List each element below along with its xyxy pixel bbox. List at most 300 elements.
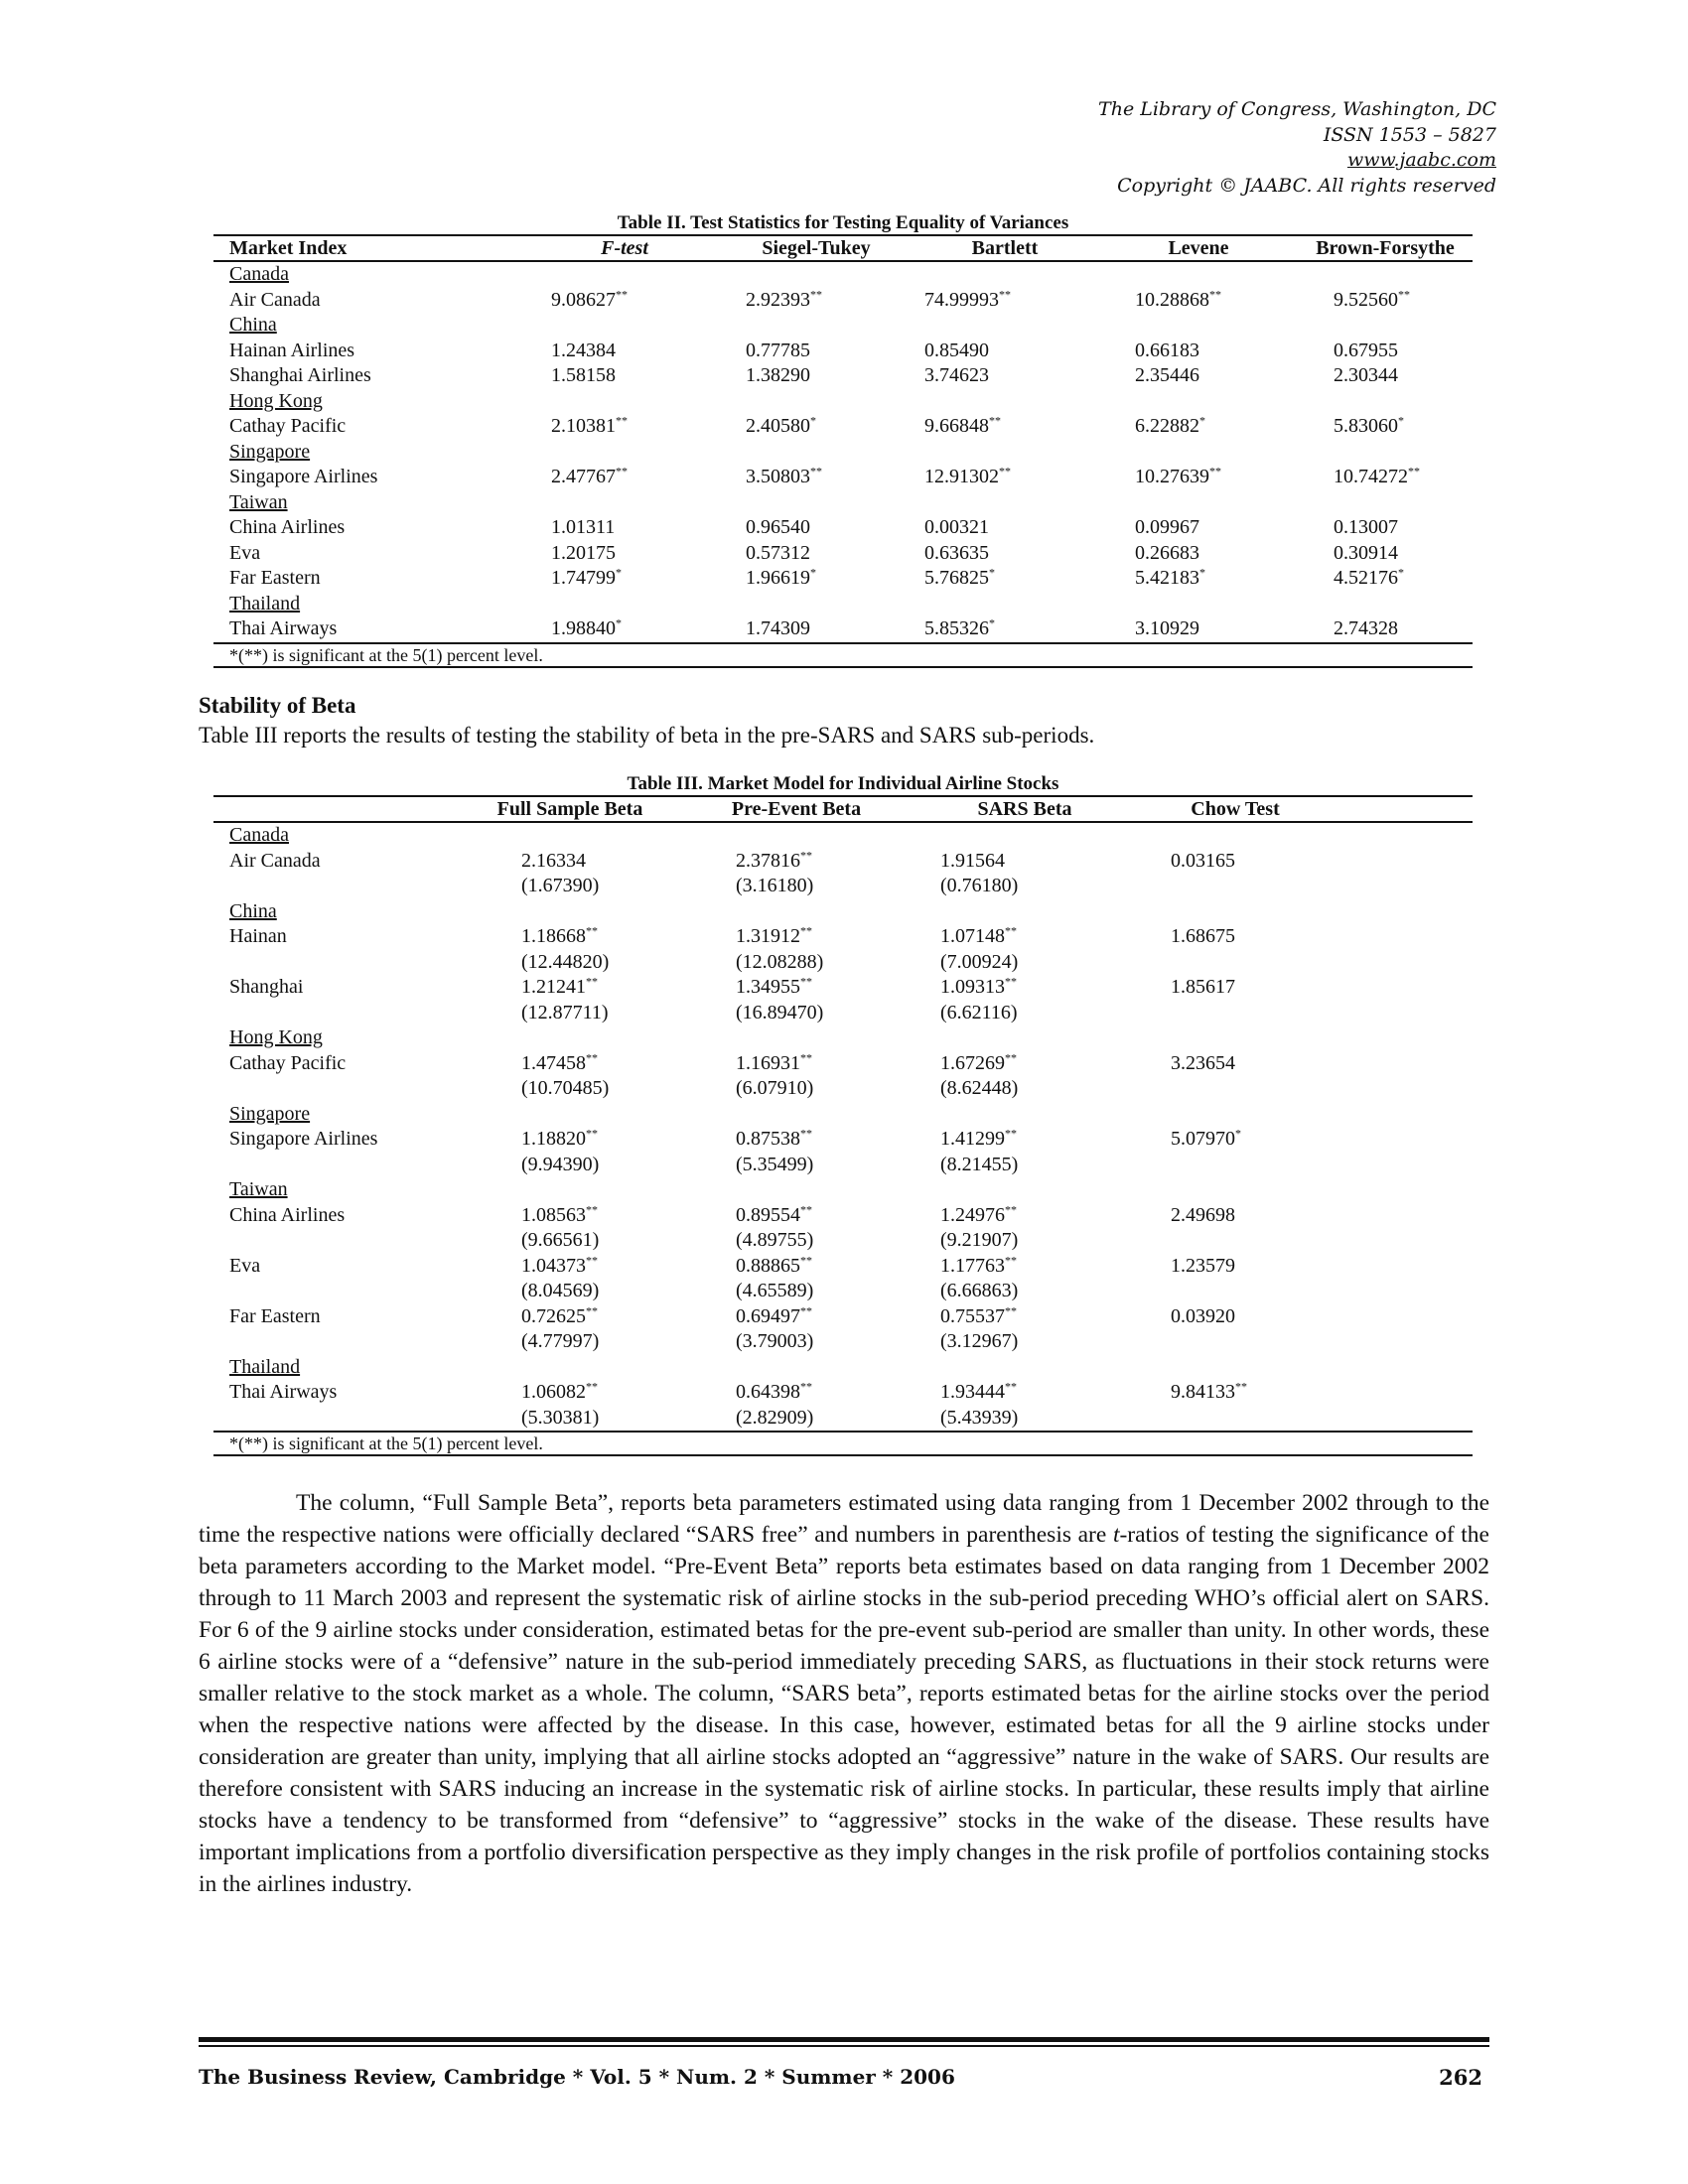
table-cell: 0.72625** <box>521 1302 598 1327</box>
group-label: Singapore <box>229 440 311 463</box>
table-cell: (6.07910) <box>736 1077 814 1099</box>
header-copyright: Copyright © JAABC. All rights reserved <box>1117 174 1496 197</box>
table-cell: 0.64398** <box>736 1379 812 1403</box>
table-cell: (6.62116) <box>940 1001 1018 1024</box>
table-cell <box>1339 849 1473 875</box>
table-cell <box>1339 899 1473 925</box>
table-cell <box>1339 1177 1473 1203</box>
table-cell: 0.75537** <box>940 1302 1017 1327</box>
table-cell: 5.07970* <box>1171 1126 1241 1150</box>
table-cell: 0.13007 <box>1334 516 1398 538</box>
table-cell: (8.04569) <box>521 1280 600 1301</box>
group-label: Singapore <box>229 1102 311 1125</box>
table-cell <box>911 592 1099 617</box>
table-cell: (9.21907) <box>940 1229 1019 1251</box>
table-cell: 6.22882* <box>1135 413 1205 437</box>
table-row <box>213 1329 1473 1355</box>
row-label: Far Eastern <box>229 567 321 589</box>
header-library: The Library of Congress, Washington, DC <box>1098 98 1496 120</box>
table-cell: 3.50803** <box>746 464 822 487</box>
row-label <box>213 1076 466 1102</box>
body-paragraph: The column, “Full Sample Beta”, reports beta parameters estimated using data ranging from 1 December 2002 through to the time the respective nations were officially declared “SARS free” and numbers in parenthesis are t-ratios of testing the significance of the beta parameters according to the Market model. “Pre-Event Beta” reports beta estimates based on data ranging from 1 December 2002 through to 11 March 2003 and represent the systematic risk of airline stocks in the sub-period preceding WHO’s official alert on SARS. For 6 of the 9 airline stocks under consideration, estimated betas for the pre-event sub-period are smaller than unity. In other words, these 6 airline stocks were of a “defensive” nature in the sub-period immediately preceding SARS, as fluctuations in their stock returns were smaller relative to the stock market as a whole. The column, “SARS beta”, reports estimated betas for the airline stocks over the period when the respective nations were affected by the disease. In this case, however, estimated betas for all the 9 airline stocks under consideration are greater than unity, implying that all airline stocks adopted an “aggressive” nature in the wake of SARS. Our results are therefore consistent with SARS inducing an increase in the systematic risk of airline stocks. In particular, these results imply that airline stocks have a tendency to be transformed from “defensive” to “aggressive” stocks in the wake of the disease. These results have important implications from a portfolio diversification perspective as they imply changes in the risk profile of portfolios containing stocks in the airlines industry. <box>199 1490 1489 1897</box>
row-label: China Airlines <box>229 1203 346 1226</box>
row-label: Cathay Pacific <box>229 1051 347 1074</box>
table-cell <box>1131 1228 1339 1254</box>
table-cell <box>1131 1279 1339 1304</box>
row-label: Hainan Airlines <box>229 339 355 361</box>
table-2 <box>213 212 1473 668</box>
table-cell <box>527 490 722 516</box>
table-cell: 1.74799* <box>551 565 622 589</box>
table-cell: 1.96619* <box>746 565 816 589</box>
table-cell: (3.12967) <box>940 1330 1019 1352</box>
table-cell: 0.09967 <box>1135 516 1199 538</box>
table-cell <box>466 1025 674 1051</box>
col-header <box>213 796 466 822</box>
col-header <box>1339 796 1473 822</box>
table-cell <box>1131 1153 1339 1178</box>
group-label: Taiwan <box>229 1178 288 1200</box>
table-cell: 0.88865** <box>736 1252 812 1277</box>
group-label: Canada <box>229 263 289 285</box>
section-intro: Table III reports the results of testing the stability of beta in the pre-SARS and SARS sub-periods. <box>199 723 1095 748</box>
table-row <box>213 1304 1473 1330</box>
table-cell <box>1099 440 1298 466</box>
group-label: Hong Kong <box>229 389 323 412</box>
table-cell: 2.40580* <box>746 413 816 437</box>
group-label: Canada <box>229 824 289 846</box>
row-label: Air Canada <box>229 849 321 872</box>
table-cell: 1.34955** <box>736 974 812 998</box>
table-cell <box>674 1025 918 1051</box>
table-cell <box>1339 1329 1473 1355</box>
table-row <box>213 1406 1473 1433</box>
row-label: Singapore Airlines <box>229 466 378 487</box>
row-label <box>213 874 466 899</box>
table-cell: 2.35446 <box>1135 364 1199 386</box>
table-row <box>213 1001 1473 1026</box>
table-note: *(**) is significant at the 5(1) percent level. <box>213 643 1473 667</box>
table-cell <box>466 899 674 925</box>
row-label <box>213 1228 466 1254</box>
group-label: Taiwan <box>229 490 288 513</box>
table-cell: 1.18820** <box>521 1126 598 1150</box>
group-row <box>213 592 1473 617</box>
table-cell <box>722 440 911 466</box>
table-cell: (8.21455) <box>940 1153 1019 1175</box>
table-2-caption: Table II. Test Statistics for Testing Equality of Variances <box>617 212 1069 233</box>
row-label: Thai Airways <box>229 617 338 639</box>
table-cell: 1.74309 <box>746 617 810 639</box>
table-cell: 9.08627** <box>551 286 628 311</box>
table-row <box>213 414 1473 440</box>
table-cell: 1.31912** <box>736 923 812 947</box>
table-cell <box>1099 389 1298 415</box>
table-cell <box>1131 899 1339 925</box>
table-cell <box>911 440 1099 466</box>
table-cell: 1.38290 <box>746 364 810 386</box>
row-label: Eva <box>229 541 261 564</box>
table-row <box>213 541 1473 567</box>
table-2-grid <box>213 234 1473 668</box>
table-cell: (12.08288) <box>736 950 824 973</box>
table-cell <box>1099 313 1298 339</box>
header-website-link[interactable]: www.jaabc.com <box>1346 149 1496 171</box>
table-cell: 1.16931** <box>736 1049 812 1074</box>
row-label: Thai Airways <box>229 1381 338 1403</box>
row-label: Singapore Airlines <box>229 1128 378 1150</box>
table-cell: (7.00924) <box>940 950 1019 973</box>
row-label <box>213 1406 466 1433</box>
header-issn: ISSN 1553 – 5827 <box>1323 123 1496 146</box>
table-cell: 1.01311 <box>551 516 616 538</box>
table-cell: (5.30381) <box>521 1406 600 1429</box>
group-row <box>213 1102 1473 1128</box>
table-cell: 2.10381** <box>551 413 628 437</box>
table-cell: 9.52560** <box>1334 286 1410 311</box>
table-cell <box>674 1355 918 1381</box>
table-cell: 0.96540 <box>746 516 810 538</box>
table-cell: (4.89755) <box>736 1229 814 1251</box>
table-cell: 1.23579 <box>1171 1254 1235 1277</box>
col-header: Chow Test <box>1131 796 1339 822</box>
table-row <box>213 1203 1473 1229</box>
table-cell: 1.68675 <box>1171 925 1235 947</box>
table-cell: 0.89554** <box>736 1201 812 1226</box>
table-cell: 0.63635 <box>924 541 989 564</box>
table-cell: (16.89470) <box>736 1001 824 1024</box>
table-cell: 0.03165 <box>1171 849 1235 872</box>
row-label <box>213 1329 466 1355</box>
table-cell <box>466 822 674 849</box>
table-cell: (9.94390) <box>521 1153 600 1175</box>
table-note-row <box>213 1432 1473 1455</box>
row-label: China Airlines <box>229 516 346 538</box>
table-cell: 2.47767** <box>551 464 628 487</box>
footer-rule <box>199 2045 1489 2047</box>
table-cell: (2.82909) <box>736 1406 814 1429</box>
page-number: 262 <box>1439 2065 1482 2090</box>
table-cell: (6.66863) <box>940 1280 1019 1301</box>
table-cell: 1.04373** <box>521 1252 598 1277</box>
table-cell: (8.62448) <box>940 1077 1019 1099</box>
table-row <box>213 924 1473 950</box>
table-row <box>213 1153 1473 1178</box>
table-cell <box>466 1355 674 1381</box>
table-cell: 10.74272** <box>1334 464 1420 487</box>
table-cell <box>527 592 722 617</box>
table-cell <box>918 1355 1131 1381</box>
table-cell <box>527 389 722 415</box>
table-cell: 0.66183 <box>1135 339 1199 361</box>
table-cell: 2.49698 <box>1171 1203 1235 1226</box>
table-cell: 2.74328 <box>1334 617 1398 639</box>
footer-journal: The Business Review, Cambridge * Vol. 5 * Num. 2 * Summer * 2006 <box>199 2065 955 2089</box>
table-cell <box>918 1025 1131 1051</box>
table-cell: 0.57312 <box>746 541 810 564</box>
table-cell <box>722 490 911 516</box>
table-cell: (3.79003) <box>736 1330 814 1352</box>
table-cell: 1.24976** <box>940 1201 1017 1226</box>
table-cell <box>1339 950 1473 976</box>
footer-rule <box>199 2037 1489 2042</box>
table-cell <box>1298 389 1473 415</box>
table-cell <box>466 1177 674 1203</box>
table-cell: 12.91302** <box>924 464 1011 487</box>
table-cell: (9.66561) <box>521 1229 600 1251</box>
table-cell <box>1339 1153 1473 1178</box>
col-header: Market Index <box>213 235 527 261</box>
table-cell <box>674 822 918 849</box>
table-cell: 1.08563** <box>521 1201 598 1226</box>
table-cell <box>674 1102 918 1128</box>
row-label: Cathay Pacific <box>229 415 347 437</box>
table-cell: 1.21241** <box>521 974 598 998</box>
row-label: Shanghai Airlines <box>229 364 371 386</box>
table-cell: 1.06082** <box>521 1379 598 1403</box>
table-cell: 3.10929 <box>1135 617 1199 639</box>
table-cell <box>918 899 1131 925</box>
table-cell: 0.30914 <box>1334 541 1398 564</box>
table-cell: 2.30344 <box>1334 364 1398 386</box>
table-cell: 10.27639** <box>1135 464 1221 487</box>
table-cell <box>1131 1001 1339 1026</box>
table-row <box>213 874 1473 899</box>
table-cell: 1.24384 <box>551 339 616 361</box>
table-cell <box>466 1102 674 1128</box>
table-cell <box>1131 1102 1339 1128</box>
table-cell <box>1339 1406 1473 1433</box>
section-heading: Stability of Beta <box>199 693 356 718</box>
table-cell: 5.85326* <box>924 615 995 639</box>
table-cell <box>1339 1001 1473 1026</box>
table-cell: 1.41299** <box>940 1126 1017 1150</box>
table-3-header-row <box>213 796 1473 822</box>
col-header: F-test <box>527 235 722 261</box>
group-label: Thailand <box>229 592 301 614</box>
table-cell <box>1099 592 1298 617</box>
table-cell: 1.47458** <box>521 1049 598 1074</box>
table-cell <box>527 313 722 339</box>
table-cell: 4.52176* <box>1334 565 1404 589</box>
table-cell <box>1339 1228 1473 1254</box>
table-cell: (4.65589) <box>736 1280 814 1301</box>
table-cell <box>1298 313 1473 339</box>
table-row <box>213 566 1473 592</box>
table-cell: (4.77997) <box>521 1330 600 1352</box>
table-cell <box>1339 1279 1473 1304</box>
table-cell: 0.87538** <box>736 1126 812 1150</box>
table-cell <box>1339 874 1473 899</box>
group-label: China <box>229 899 277 922</box>
col-header: Brown-Forsythe <box>1298 235 1473 261</box>
group-row <box>213 1355 1473 1381</box>
table-cell <box>1339 822 1473 849</box>
group-label: Hong Kong <box>229 1026 323 1048</box>
table-cell <box>674 899 918 925</box>
table-cell <box>1339 924 1473 950</box>
table-row <box>213 1254 1473 1280</box>
row-label <box>213 950 466 976</box>
table-cell <box>1099 261 1298 288</box>
table-row <box>213 1279 1473 1304</box>
table-row <box>213 288 1473 314</box>
table-cell: 1.91564 <box>940 849 1005 872</box>
table-cell <box>722 389 911 415</box>
table-cell <box>1131 1355 1339 1381</box>
table-cell: 1.58158 <box>551 364 616 386</box>
table-cell: (5.35499) <box>736 1153 814 1175</box>
table-cell: 5.42183* <box>1135 565 1205 589</box>
row-label <box>213 1153 466 1178</box>
table-cell <box>1339 1025 1473 1051</box>
table-cell <box>1339 1380 1473 1406</box>
table-cell <box>527 440 722 466</box>
table-cell: 5.76825* <box>924 565 995 589</box>
journal-header <box>1098 97 1496 199</box>
table-3-caption: Table III. Market Model for Individual Airline Stocks <box>627 773 1059 794</box>
row-label: Hainan <box>229 925 287 947</box>
row-label: Eva <box>229 1254 261 1277</box>
table-cell: (12.44820) <box>521 950 610 973</box>
table-3 <box>213 773 1473 1456</box>
table-cell: (5.43939) <box>940 1406 1019 1429</box>
table-3-grid <box>213 795 1473 1456</box>
group-row <box>213 313 1473 339</box>
table-cell: 1.98840* <box>551 615 622 639</box>
table-cell <box>1339 1304 1473 1330</box>
table-cell <box>722 261 911 288</box>
table-cell: 1.18668** <box>521 923 598 947</box>
table-cell: 2.16334 <box>521 849 586 872</box>
table-cell: (1.67390) <box>521 875 600 896</box>
table-cell: 0.69497** <box>736 1302 812 1327</box>
table-cell <box>1298 261 1473 288</box>
table-note-row <box>213 643 1473 667</box>
table-row <box>213 1127 1473 1153</box>
table-cell: 2.37816** <box>736 847 812 872</box>
row-label: Far Eastern <box>229 1304 321 1327</box>
table-cell <box>1339 1127 1473 1153</box>
table-cell <box>1131 1177 1339 1203</box>
group-row <box>213 899 1473 925</box>
table-cell: 1.07148** <box>940 923 1017 947</box>
table-cell: (3.16180) <box>736 875 814 896</box>
table-2-header-row <box>213 235 1473 261</box>
table-cell <box>1131 950 1339 976</box>
table-cell: 5.83060* <box>1334 413 1404 437</box>
table-cell <box>1298 592 1473 617</box>
table-cell: 2.92393** <box>746 286 822 311</box>
table-2-body <box>213 261 1473 667</box>
table-cell <box>1339 1102 1473 1128</box>
table-cell <box>722 313 911 339</box>
table-3-body <box>213 822 1473 1455</box>
table-cell <box>911 313 1099 339</box>
table-cell <box>1339 1076 1473 1102</box>
table-row <box>213 1076 1473 1102</box>
table-row <box>213 339 1473 364</box>
group-row <box>213 440 1473 466</box>
table-cell <box>918 1102 1131 1128</box>
table-cell: 0.03920 <box>1171 1304 1235 1327</box>
col-header: Full Sample Beta <box>466 796 674 822</box>
table-cell <box>918 1177 1131 1203</box>
table-cell: 3.23654 <box>1171 1051 1235 1074</box>
group-row <box>213 389 1473 415</box>
table-cell <box>911 261 1099 288</box>
table-cell: 3.74623 <box>924 364 989 386</box>
table-cell <box>1298 440 1473 466</box>
table-row <box>213 515 1473 541</box>
table-cell: 1.17763** <box>940 1252 1017 1277</box>
table-cell <box>918 822 1131 849</box>
table-cell <box>1131 1025 1339 1051</box>
table-row <box>213 465 1473 490</box>
group-row <box>213 1177 1473 1203</box>
table-cell <box>1339 975 1473 1001</box>
row-label <box>213 1279 466 1304</box>
table-cell: 10.28868** <box>1135 286 1221 311</box>
table-row <box>213 1051 1473 1077</box>
table-cell: 9.84133** <box>1171 1379 1247 1403</box>
table-cell: 0.26683 <box>1135 541 1199 564</box>
group-row <box>213 1025 1473 1051</box>
group-label: China <box>229 314 277 336</box>
group-row <box>213 822 1473 849</box>
table-cell <box>911 389 1099 415</box>
table-cell <box>722 592 911 617</box>
table-cell: 1.85617 <box>1171 976 1235 998</box>
table-cell <box>1131 1329 1339 1355</box>
table-cell <box>1099 490 1298 516</box>
table-note: *(**) is significant at the 5(1) percent level. <box>213 1432 1473 1455</box>
group-label: Thailand <box>229 1355 301 1378</box>
table-cell <box>1131 822 1339 849</box>
table-row <box>213 849 1473 875</box>
col-header: Bartlett <box>911 235 1099 261</box>
table-cell <box>1339 1051 1473 1077</box>
table-cell <box>1131 1076 1339 1102</box>
table-row <box>213 950 1473 976</box>
col-header: SARS Beta <box>918 796 1131 822</box>
table-cell: (12.87711) <box>521 1001 609 1024</box>
table-cell: (10.70485) <box>521 1077 610 1099</box>
table-cell: 1.20175 <box>551 541 616 564</box>
group-row <box>213 261 1473 288</box>
table-cell: 1.09313** <box>940 974 1017 998</box>
row-label: Air Canada <box>229 288 321 311</box>
table-cell: 9.66848** <box>924 413 1001 437</box>
row-label: Shanghai <box>229 976 304 998</box>
table-cell <box>527 261 722 288</box>
table-cell <box>911 490 1099 516</box>
table-row <box>213 616 1473 643</box>
table-cell: 74.99993** <box>924 286 1011 311</box>
table-cell: 0.85490 <box>924 339 989 361</box>
table-cell: 0.77785 <box>746 339 810 361</box>
table-cell <box>1339 1203 1473 1229</box>
table-cell <box>1131 1406 1339 1433</box>
table-cell: 0.67955 <box>1334 339 1398 361</box>
col-header: Pre-Event Beta <box>674 796 918 822</box>
table-row <box>213 1228 1473 1254</box>
table-row <box>213 1380 1473 1406</box>
table-cell: 1.67269** <box>940 1049 1017 1074</box>
table-cell <box>1339 1355 1473 1381</box>
table-row <box>213 975 1473 1001</box>
table-cell <box>1298 490 1473 516</box>
